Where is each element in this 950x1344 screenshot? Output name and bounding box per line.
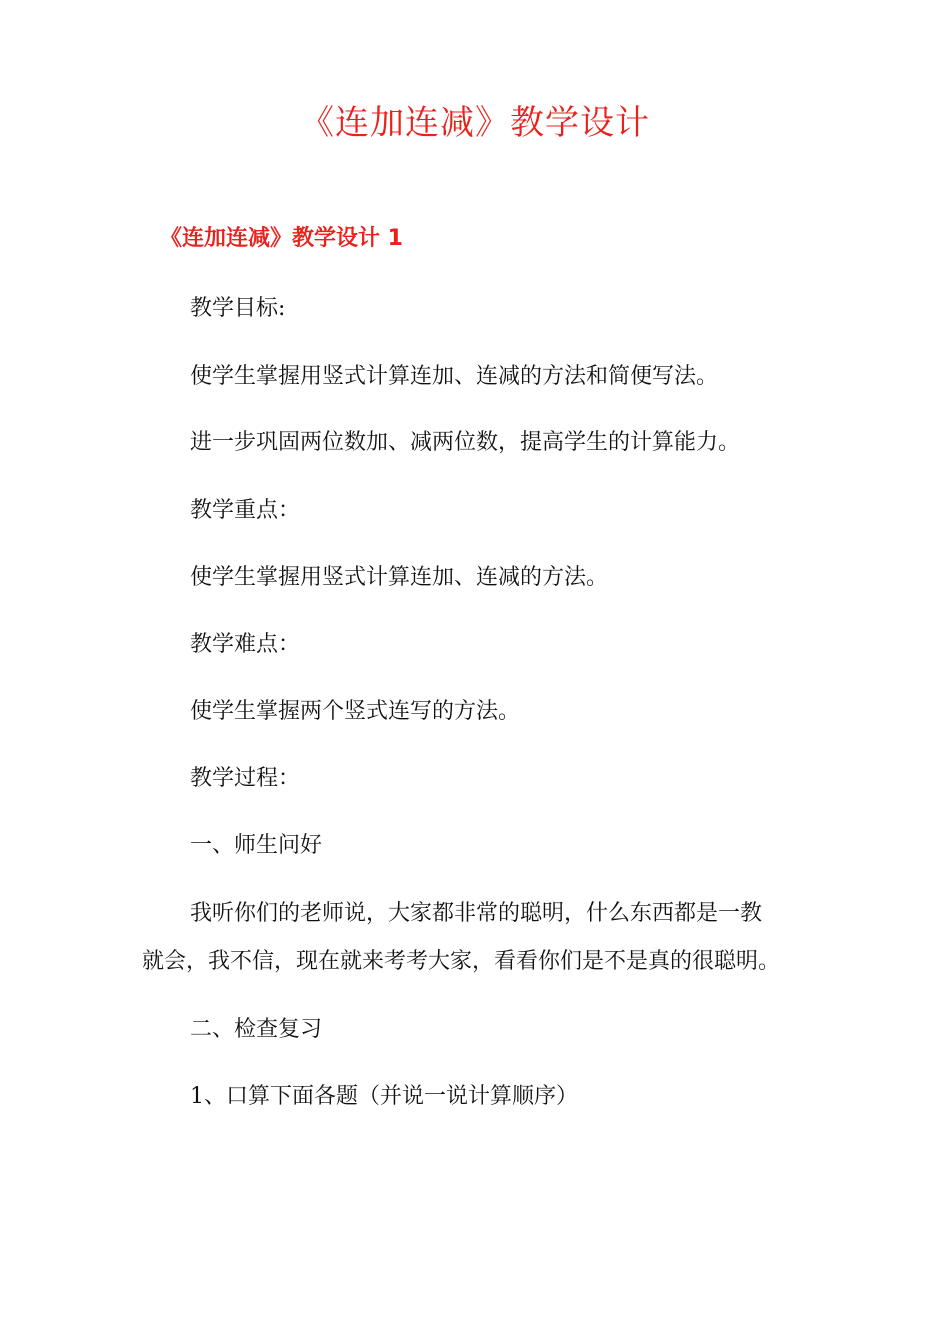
paragraph-goal-2: 进一步巩固两位数加、减两位数，提高学生的计算能力。 xyxy=(190,430,741,455)
section-title: 《连加连减》教学设计 1 xyxy=(160,226,403,251)
paragraph-intro-line-2: 就会，我不信，现在就来考考大家，看看你们是不是真的很聪明。 xyxy=(142,949,781,974)
paragraph-difficulty-heading: 教学难点： xyxy=(190,632,301,657)
paragraph-step-review: 二、检查复习 xyxy=(190,1017,323,1042)
paragraph-teaching-goals-heading: 教学目标: xyxy=(190,296,286,321)
document-title: 《连加连减》教学设计 xyxy=(300,103,650,143)
paragraph-key-point: 使学生掌握用竖式计算连加、连减的方法。 xyxy=(190,565,609,590)
paragraph-difficulty: 使学生掌握两个竖式连写的方法。 xyxy=(190,699,521,724)
paragraph-process-heading: 教学过程： xyxy=(190,766,301,791)
paragraph-goal-1: 使学生掌握用竖式计算连加、连减的方法和简便写法。 xyxy=(190,364,719,389)
paragraph-intro-line-1: 我听你们的老师说，大家都非常的聪明，什么东西都是一教 xyxy=(190,901,763,926)
paragraph-step-greeting: 一、师生问好 xyxy=(190,833,323,858)
paragraph-key-points-heading: 教学重点： xyxy=(190,498,301,523)
paragraph-oral-calc: 1、口算下面各题（并说一说计算顺序） xyxy=(190,1084,578,1109)
paragraph-intro-speech xyxy=(142,890,822,986)
